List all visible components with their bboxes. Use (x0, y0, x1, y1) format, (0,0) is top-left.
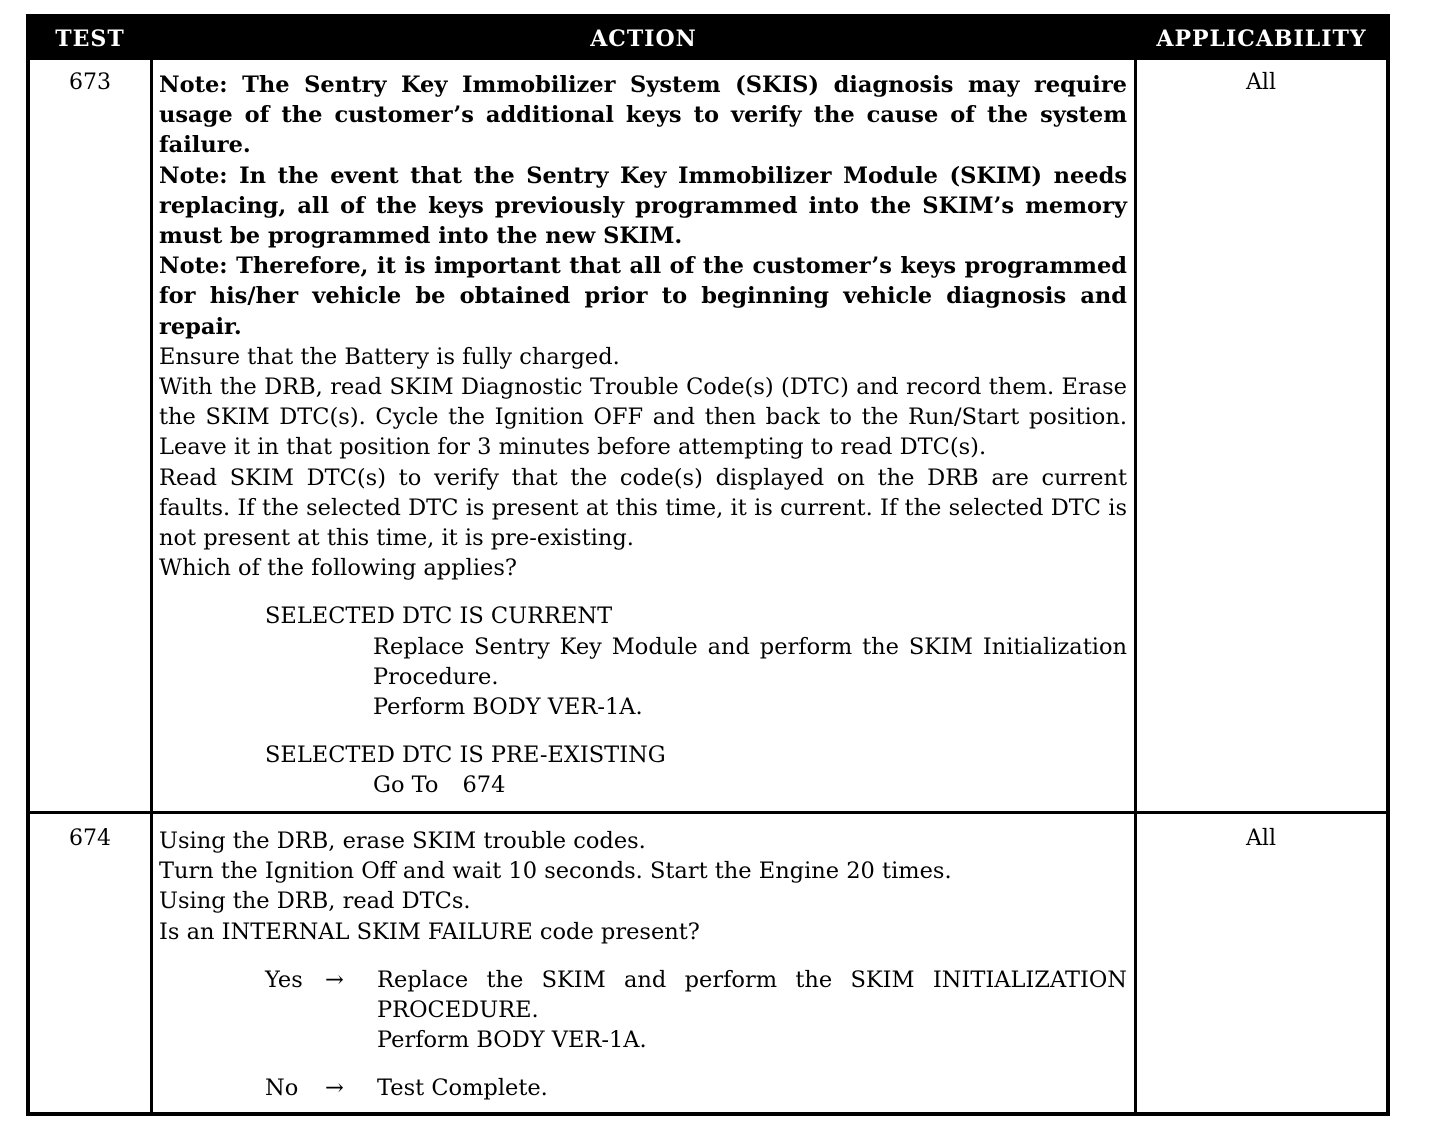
header-action: ACTION (590, 26, 697, 52)
test-number: 673 (69, 70, 111, 95)
answer-label: No (265, 1075, 299, 1102)
test-number: 674 (69, 826, 111, 851)
step: Using the DRB, erase SKIM trouble codes. (159, 828, 646, 854)
arrow-right-icon: → (325, 966, 344, 993)
answer-yes (159, 965, 1127, 1056)
note: Note: Therefore, it is important that all of the customer’s keys programmed for his/her vehicle be obtained prior to beginning vehicle diagnosis and repair. (159, 253, 1127, 340)
action-cell (159, 826, 1127, 1104)
goto-label: Go To (373, 772, 439, 799)
goto-instruction (159, 770, 1127, 800)
header-applicability: APPLICABILITY (1156, 26, 1367, 52)
column-divider (1134, 60, 1137, 1116)
outcome-action: Perform BODY VER-1A. (373, 694, 643, 721)
note: Note: In the event that the Sentry Key Immobilizer Module (SKIM) needs replacing, all of the keys previously programmed into the SKIM’s memory must be programmed into the new SKIM. (159, 162, 1127, 250)
step: Using the DRB, read DTCs. (159, 888, 471, 915)
step: Ensure that the Battery is fully charged. (159, 343, 620, 370)
answer-action: Test Complete. (377, 1075, 548, 1102)
step: With the DRB, read SKIM Diagnostic Trouble Code(s) (DTC) and record them. Erase the SKIM DTC(s). Cycle the Ignition OFF and then back to the Run/Start position. Leave it in that position for 3 minutes before attempting to read DTC(s). (159, 374, 1127, 461)
answer-action: Replace the SKIM and perform the SKIM INITIALIZATION PROCEDURE. (377, 966, 1127, 1024)
arrow-right-icon: → (325, 1075, 344, 1102)
question: Which of the following applies? (159, 555, 517, 582)
action-cell (159, 70, 1127, 801)
table-header (30, 18, 1386, 60)
header-test: TEST (55, 26, 125, 52)
outcome-action: Replace Sentry Key Module and perform the SKIM Initialization Procedure. (373, 633, 1127, 690)
answer-no (159, 1073, 1127, 1103)
answer-label: Yes (265, 966, 303, 993)
row-divider (30, 811, 1386, 814)
diagnostic-table (26, 14, 1390, 1116)
applicability-value: All (1246, 826, 1276, 851)
outcome-condition: SELECTED DTC IS PRE-EXISTING (265, 742, 666, 769)
step: Turn the Ignition Off and wait 10 seconds. Start the Engine 20 times. (159, 858, 952, 885)
answer-action: Perform BODY VER-1A. (377, 1027, 647, 1054)
question: Is an INTERNAL SKIM FAILURE code present? (159, 918, 700, 945)
outcome-condition: SELECTED DTC IS CURRENT (265, 603, 613, 630)
applicability-value: All (1246, 70, 1276, 95)
step: Read SKIM DTC(s) to verify that the code(s) displayed on the DRB are current faults. If the selected DTC is present at this time, it is current. If the selected DTC is not present at this time, it is pre-existing. (159, 464, 1127, 552)
note: Note: The Sentry Key Immobilizer System (SKIS) diagnosis may require usage of the customer’s additional keys to verify the cause of the system failure. (159, 72, 1127, 159)
goto-test-link: 674 (462, 772, 506, 799)
column-divider (150, 60, 153, 1116)
